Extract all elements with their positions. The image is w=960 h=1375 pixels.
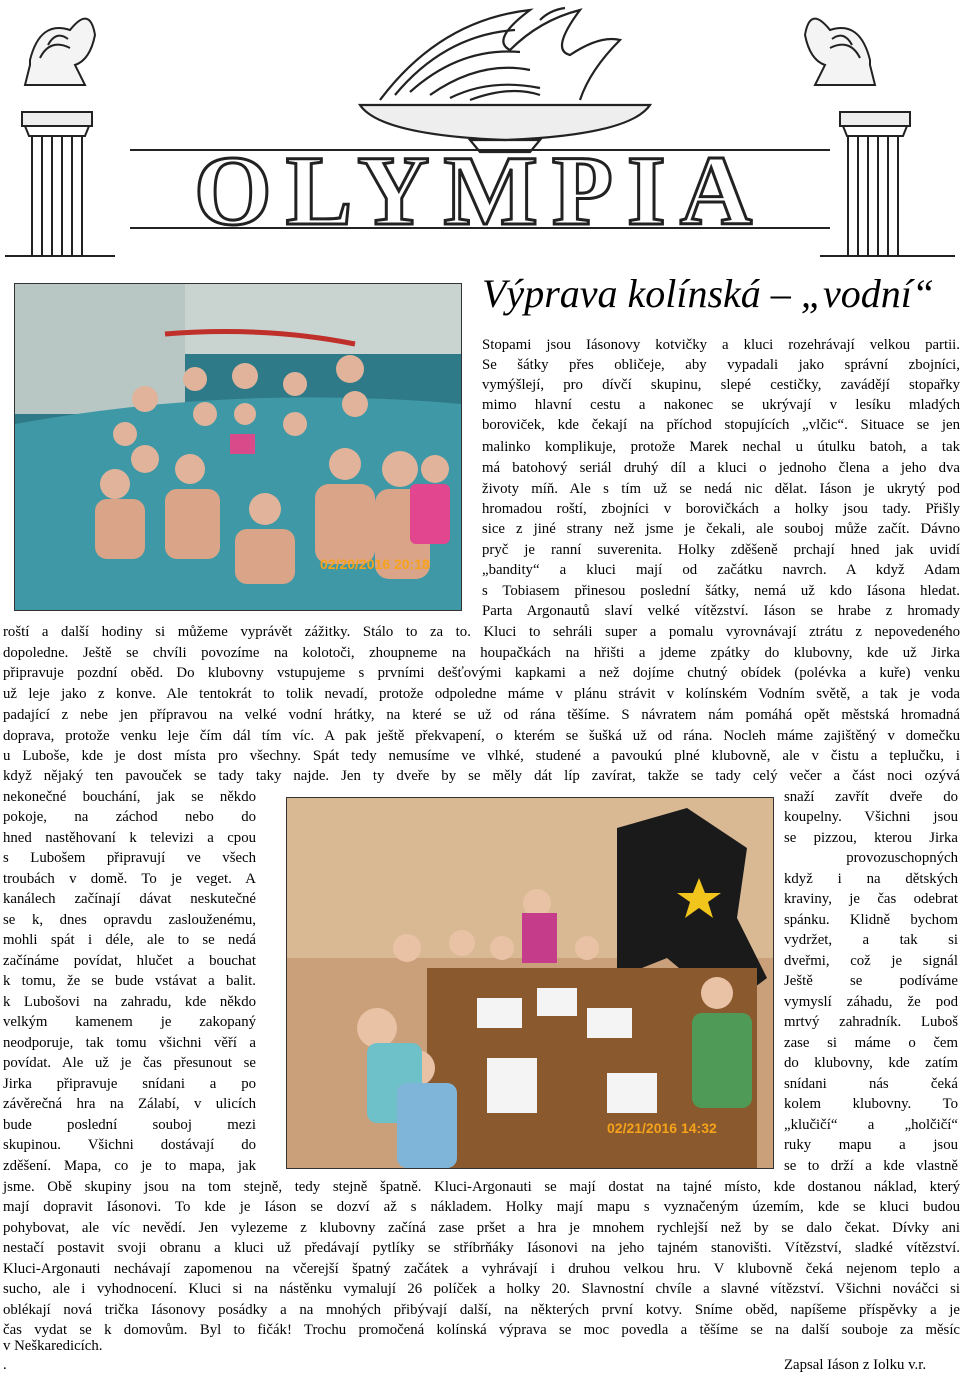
text-line: borovic̆ek, kde čekají na příchod stopujících „vlčic“. Situace se jen xyxy=(482,417,960,433)
text-line: nekonečné bouchání, jak se někdo xyxy=(3,789,256,805)
text-line: pokoje, na záchod nebo do xyxy=(3,809,256,825)
text-line: bude poslední souboj mezi xyxy=(3,1117,256,1133)
end-mark: . xyxy=(3,1357,7,1373)
text-line: troubách v domě. To je veget. A xyxy=(3,871,256,887)
text-line: připravuje pozdní oběd. Do klubovny vstupujeme s prvními dešťovými kapkami a než dojíme chutný obídek (polévka a kuře) venku xyxy=(3,665,960,681)
text-line: mohli spát i déle, ale to se nedá xyxy=(3,932,256,948)
text-line: „bandity“ a kluci mají od začátku navrch. A když Adam xyxy=(482,562,960,578)
text-line: začínáme povídat, hlučet a bouchat xyxy=(3,953,256,969)
clubhouse-table-photo xyxy=(286,797,774,1169)
text-line: Parta Argonautů slaví velké vítězství. Iáson se hrabe z hromady xyxy=(482,603,960,619)
text-line: s Lubošem připravují ve všech xyxy=(3,850,256,866)
text-line: kolem klubovny. To xyxy=(784,1096,958,1112)
text-line: skupinou. Všichni dostávají do xyxy=(3,1137,256,1153)
text-line: snaží zavřít dveře do xyxy=(784,789,958,805)
text-line: jsme. Obě skupiny jsou na tom stejně, tedy stejně špatně. Kluci-Argonauti se mají dostat na tajné místo, kde dostanou náklad, který xyxy=(3,1179,960,1195)
text-line: u Luboše, kde je dost místa pro všechny. Spát tedy nemusíme ve vlhké, studené a pavoukú plné klubovně, ale v čistu a teplučku, i xyxy=(3,748,960,764)
text-line: ruky mapu a jsou xyxy=(784,1137,958,1153)
text-line: sice z jiné strany než jsme je čekali, ale souboj může začít. Dávno xyxy=(482,521,960,537)
text-line: nestačí postavit svoji obranu a kluci už předávají pytlíky se stříbrňáky Iásonovi na jeho tajném stanovišti. Vítězství, sladké vítězství. xyxy=(3,1240,960,1256)
text-line: Jirka připravuje snídani a po xyxy=(3,1076,256,1092)
svg-text:02/21/2016 14:32: 02/21/2016 14:32 xyxy=(607,1120,717,1136)
article-title: Výprava kolínská – „vodní“ xyxy=(482,271,935,316)
text-line: povídat. Ale už je čas přesunout se xyxy=(3,1055,256,1071)
text-line: s Tobiasem přinesou poslední šátky, nemá už kdo Iásona hledat. xyxy=(482,583,960,599)
text-line: vymyslí záhadu, že pod xyxy=(784,994,958,1010)
text-line: do klubovny, kde zatím xyxy=(784,1055,958,1071)
text-line: provozuschopných xyxy=(846,850,958,866)
text-line: Kluci-Argonauti nechávají zapomenou na včerejší špatný začátek a vyhrávají i druhou velkou hru. V klubovně čeká nejenom teplo a xyxy=(3,1261,960,1277)
text-line: dveřmi, což je signál xyxy=(784,953,958,969)
text-line: mrtvý zahradník. Luboš xyxy=(784,1014,958,1030)
text-line: neodporuje, tak tomu všichni věří a xyxy=(3,1035,256,1051)
text-line: pryč je ranní suverenita. Holky zděšeně prchají hned jak uvidí xyxy=(482,542,960,558)
text-line: kraviny, je čas odebrat xyxy=(784,891,958,907)
text-line: už leje jako z konve. Ale tentokrát to tolik nevadí, protože odpoledne máme v plánu strávit v kolínském Vodním světě, a tak je voda xyxy=(3,686,960,702)
text-line: se pizzou, kterou Jirka xyxy=(784,830,958,846)
text-line: zase si máme o čem xyxy=(784,1035,958,1051)
text-line: mimo hlavní cestu a nakonec se ukrývají v lesíku mladých xyxy=(482,397,960,413)
text-line: sucho, ale i vyhodnocení. Kluci si na nástěnku vymalují 26 políček a holky 20. Slavnostní chvíle a slavné vítězství. Všichni nováčci si xyxy=(3,1281,960,1297)
text-line: závěrečná hra na Zálabí, v ulicích xyxy=(3,1096,256,1112)
text-line: hromadou roští, zbojníci v borovičkách a holky jsou tady. Přišly xyxy=(482,501,960,517)
text-line: roští a další hodiny si můžeme vyprávět zážitky. Stálo to za to. Kluci to sehráli super a pomalu vyrovnávají ztrátu z nepovedeného xyxy=(3,624,960,640)
svg-text:OLYMPIA: OLYMPIA xyxy=(193,135,767,246)
signature: Zapsal Iáson z Iolku v.r. xyxy=(784,1357,927,1373)
text-line: spánku. Klidně bychom xyxy=(784,912,958,928)
text-line: se k, dnes opravdu zaslouženému, xyxy=(3,912,256,928)
text-line: když nějaký ten pavouček se tady taky najde. Jen ty dveře by se měly dát líp zavírat, takže se tady celý večer a část noci ozývá xyxy=(3,768,960,784)
text-line: životy míň. Ale s tím už se nedá nic dělat. Iáson je ukrytý pod xyxy=(482,481,960,497)
text-line: doprava, protože venku leje čím dál tím víc. A pak ještě překvapení, o kterém se šušká už od rána. Nocleh máme zajištěný v domečku xyxy=(3,728,960,744)
text-line: pohybovat, ale víc nevědí. Jen vylezeme z klubovny začíná zase pršet a hra je mnohem rychlejší než by se dalo čekat. Dívky ani xyxy=(3,1220,960,1236)
text-line: v Neškaredicích. xyxy=(3,1338,103,1354)
text-line: k Lubošovi na zahradu, kde někdo xyxy=(3,994,256,1010)
text-line: velkým kamenem je zakopaný xyxy=(3,1014,256,1030)
text-line: padající z nebe jen přípravou na velké vodní hrátky, na které se už od rána těšíme. S návratem nám pomáhá opět městská hromadná xyxy=(3,707,960,723)
text-line: oblékají nová trička Iásonovy posádky a na mnohých přibývají další, na některých první kotvy. Sníme oběd, napíšeme příspěvky a je xyxy=(3,1302,960,1318)
text-line: má batohový seriál druhý díl a kluci o jednoho člena a jeho dva xyxy=(482,460,960,476)
text-line: mají dopravit Iásonovi. To kde je Iáson se dozví až s nákladem. Holky mají mapu s vyznačeným územím, kde se kluci budou xyxy=(3,1199,960,1215)
text-line: čas vydat se k domovům. Byl to fičák! Trochu promočená kolínská výprava se moc povedla a těšíme se na další souboje za měsíc xyxy=(3,1322,960,1338)
text-line: když i na dětských xyxy=(784,871,958,887)
text-line: koupelny. Všichni jsou xyxy=(784,809,958,825)
text-line: Ještě se podíváme xyxy=(784,973,958,989)
text-line: dopoledne. Ještě se chvíli povozíme na kolotoči, zhoupneme na houpačkách na hřišti a jdeme zpátky do klubovny, kde už Jirka xyxy=(3,645,960,661)
text-line: vydržet, a tak si xyxy=(784,932,958,948)
text-line: hned nastěhovaní k televizi a cpou xyxy=(3,830,256,846)
text-line: vymýšlejí, pro dívčí skupinu, slepé cestičky, zavádějí stopařky xyxy=(482,377,960,393)
text-line: kanálech začínají dávat neskutečné xyxy=(3,891,256,907)
text-line: k tomu, že se bude vstávat a balit. xyxy=(3,973,256,989)
text-line: „klučičí“ a „holčičí“ xyxy=(784,1117,958,1133)
pool-photo xyxy=(14,283,462,611)
text-line: Se šátky přes obličeje, aby vypadali jako správní zbojníci, xyxy=(482,357,960,373)
text-line: se to drží a kde vlastně xyxy=(784,1158,958,1174)
svg-text:02/20/2016 20:18: 02/20/2016 20:18 xyxy=(320,556,430,572)
text-line: malinko komplikuje, protože Marek nechal u útulku batoh, a tak xyxy=(482,439,960,455)
text-line: zděšení. Mapa, co je to mapa, jak xyxy=(3,1158,256,1174)
text-line: Stopami jsou Iásonovy kotvičky a kluci rozehrávají velkou partii. xyxy=(482,337,960,353)
text-line: snídani nás čeká xyxy=(784,1076,958,1092)
